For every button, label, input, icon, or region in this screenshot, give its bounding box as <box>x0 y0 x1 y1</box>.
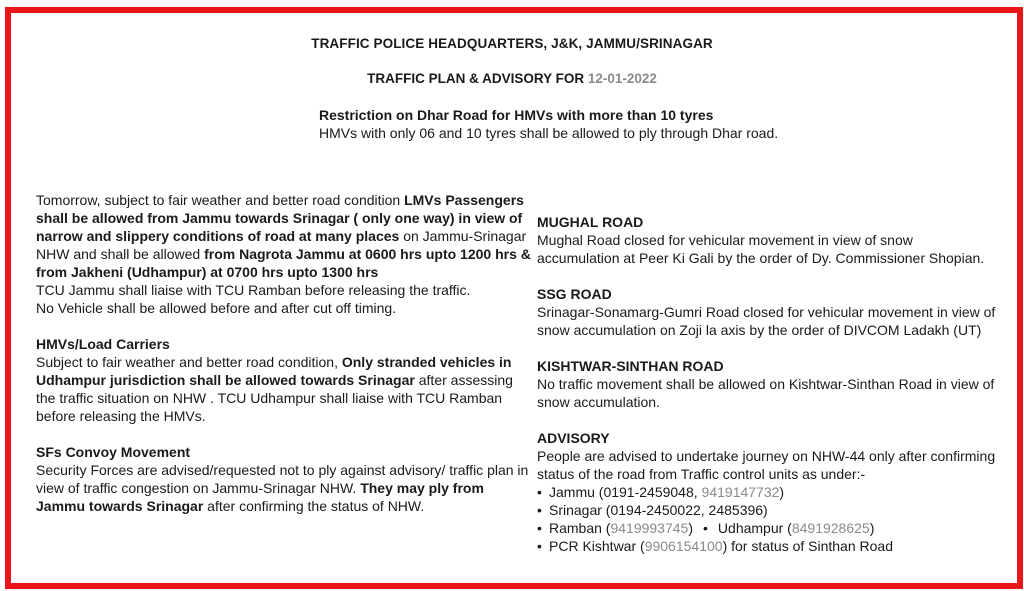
left-column <box>36 191 531 515</box>
contact-list <box>537 483 997 555</box>
ramban-close: ) <box>688 520 694 536</box>
convoy-text-1: Security Forces are advised/requested not to ply against advisory/ traffic plan in view of traffic congestion on Jammu-Srinagar NHW. <box>36 462 529 496</box>
lmv-text-1: Tomorrow, subject to fair weather and better road condition <box>36 192 405 208</box>
kishtwar-section <box>537 357 997 411</box>
contact-jammu <box>537 483 997 501</box>
jammu-mobile: 9419147732 <box>701 484 780 500</box>
lmv-bold-2: from Nagrota Jammu at 0600 hrs upto 1200 hrs & from Jakheni (Udhampur) at 0700 hrs upto 1300 hrs <box>36 246 531 280</box>
lmv-line-3: No Vehicle shall be allowed before and after cut off timing. <box>36 300 397 316</box>
plan-date: 12-01-2022 <box>587 71 657 86</box>
advisory-section <box>537 429 997 555</box>
jammu-close: ) <box>779 484 785 500</box>
udhampur-close: ) <box>869 520 875 536</box>
hmv-text-1: Subject to fair weather and better road condition, <box>36 354 342 370</box>
hmv-paragraph <box>36 353 531 425</box>
kishtwar-title: KISHTWAR-SINTHAN ROAD <box>537 358 724 374</box>
lmv-text-2: on Jammu-Srinagar NHW and shall be allowed <box>36 228 527 262</box>
pcr-close: ) for status of Sinthan Road <box>722 538 893 554</box>
headquarters-title: TRAFFIC POLICE HEADQUARTERS, J&K, JAMMU/SRINAGAR <box>311 36 713 51</box>
convoy-section <box>36 443 531 515</box>
ramban-label: Ramban ( <box>549 520 611 536</box>
mughal-title: MUGHAL ROAD <box>537 214 644 230</box>
contact-pcr-kishtwar <box>537 537 997 555</box>
dhar-body: HMVs with only 06 and 10 tyres shall be allowed to ply through Dhar road. <box>319 125 779 141</box>
mughal-section <box>537 213 997 267</box>
right-column <box>537 213 997 555</box>
hmv-text-2: after assessing the traffic situation on NHW . TCU Udhampur shall liaise with TCU Ramban before releasing the HMVs. <box>36 372 513 424</box>
ssg-title: SSG ROAD <box>537 286 612 302</box>
lmv-bold-1: LMVs Passengers shall be allowed from Jammu towards Srinagar ( only one way) in view of narrow and slippery conditions of road at many places <box>36 192 524 244</box>
lmv-section <box>36 191 531 317</box>
plan-title <box>0 71 1024 86</box>
convoy-text-2: after confirming the status of NHW. <box>203 498 425 514</box>
hmv-bold-1: Only stranded vehicles in Udhampur jurisdiction shall be allowed towards Srinagar <box>36 354 512 388</box>
dhar-road-restriction <box>319 106 789 142</box>
lmv-paragraph <box>36 191 531 281</box>
hmv-title: HMVs/Load Carriers <box>36 336 170 352</box>
convoy-paragraph <box>36 461 531 515</box>
pcr-label: PCR Kishtwar ( <box>549 538 645 554</box>
udhampur-label: Udhampur ( <box>717 520 792 536</box>
convoy-bold-1: They may ply from Jammu towards Srinagar <box>36 480 484 514</box>
lmv-line-2: TCU Jammu shall liaise with TCU Ramban before releasing the traffic. <box>36 282 471 298</box>
advisory-body: People are advised to undertake journey on NHW-44 only after confirming status of the road from Traffic control units as under:- <box>537 448 996 482</box>
contact-ramban-udhampur <box>537 519 997 537</box>
dhar-title: Restriction on Dhar Road for HMVs with more than 10 tyres <box>319 107 714 123</box>
advisory-title: ADVISORY <box>537 430 610 446</box>
inline-bullet: • <box>703 520 708 536</box>
hmv-section <box>36 335 531 425</box>
pcr-mobile: 9906154100 <box>644 538 723 554</box>
ssg-section <box>537 285 997 339</box>
contact-srinagar: • Srinagar (0194-2450022, 2485396) <box>537 501 997 519</box>
kishtwar-body: No traffic movement shall be allowed on Kishtwar-Sinthan Road in view of snow accumulation. <box>537 376 995 410</box>
ramban-mobile: 9419993745 <box>610 520 689 536</box>
jammu-label: Jammu (0191-2459048, <box>549 484 702 500</box>
mughal-body: Mughal Road closed for vehicular movement in view of snow accumulation at Peer Ki Gali by the order of Dy. Commissioner Shopian. <box>537 232 985 266</box>
udhampur-mobile: 8491928625 <box>791 520 870 536</box>
ssg-body: Srinagar-Sonamarg-Gumri Road closed for vehicular movement in view of snow accumulation on Zoji la axis by the order of DIVCOM Ladakh (UT) <box>537 304 996 338</box>
plan-prefix: TRAFFIC PLAN & ADVISORY FOR <box>367 71 588 86</box>
convoy-title: SFs Convoy Movement <box>36 444 191 460</box>
